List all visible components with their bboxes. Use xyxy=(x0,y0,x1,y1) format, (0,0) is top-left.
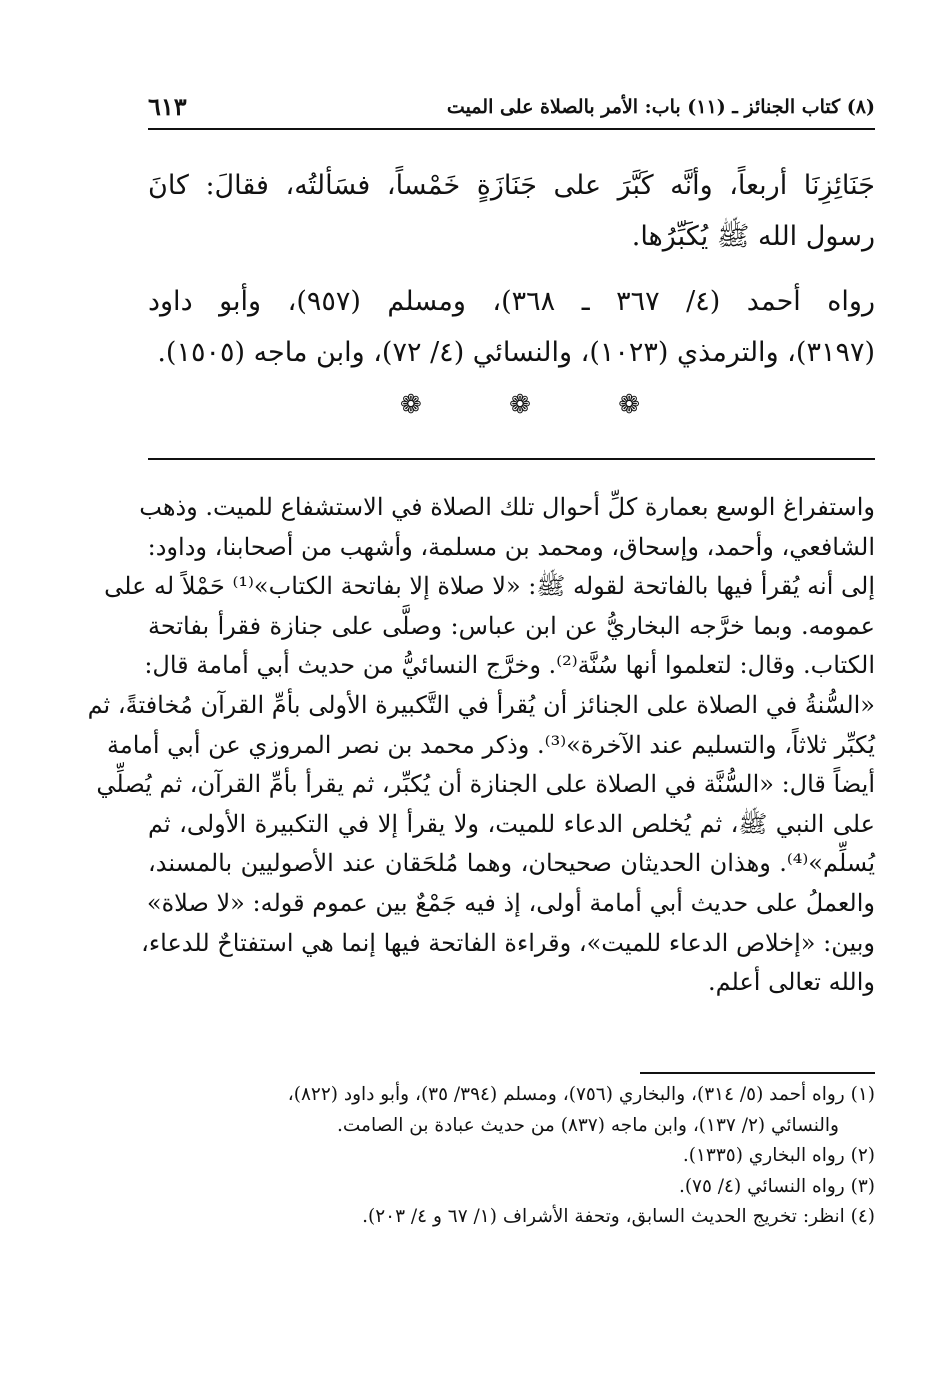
commentary-line: واستفراغ الوسع بعمارة كلِّ أحوال تلك الصلاة في الاستشفاع للميت. وذهب xyxy=(139,493,875,521)
commentary-line: يُكبِّر ثلاثاً، والتسليم عند الآخرة»⁽³⁾. وذكر محمد بن نصر المروزي عن أبي أمامة xyxy=(106,730,875,759)
commentary-line: على النبي ﷺ، ثم يُخلص الدعاء للميت، ولا يقرأ إلا في التكبيرة الأولى، ثم xyxy=(148,809,875,838)
commentary-line: والعملُ على حديث أبي أمامة أولى، إذ فيه جَمْعٌ بين عموم قوله: «لا صلاة» xyxy=(146,888,875,917)
star-ornament-icon: ❁ xyxy=(618,390,640,420)
commentary-line: والله تعالى أعلم. xyxy=(707,968,875,997)
commentary-line: الكتاب. وقال: لتعلموا أنها سُنَّة⁽²⁾. وخرَّج النسائيُّ من حديث أبي أمامة قال: xyxy=(144,651,875,680)
commentary-line: يُسلِّم»⁽⁴⁾. وهذان الحديثان صحيحان، وهما مُلحَقان عند الأصوليين بالمسند، xyxy=(148,849,875,878)
page-header xyxy=(148,86,875,126)
commentary-line: وبين: «إخلاص الدعاء للميت»، وقراءة الفاتحة فيها إنما هي استفتاحٌ للدعاء، xyxy=(141,928,875,957)
star-ornament-icon: ❁ xyxy=(400,390,422,420)
commentary-line: أيضاً قال: «السُّنَّة في الصلاة على الجنازة أن يُكبِّر، ثم يقرأ بأمِّ القرآن، ثم يُصلِّي xyxy=(96,770,875,799)
star-separator xyxy=(400,390,640,420)
header-divider xyxy=(148,128,875,130)
hadith-source-line: رواه أحمد (٤/ ٣٦٧ ـ ٣٦٨)، ومسلم (٩٥٧)، وأبو داود xyxy=(148,286,875,317)
hadith-line: جَنَائِزِنَا أربعاً، وأنَّه كَبَّرَ على جَنَازَةٍ خَمْساً، فسَألتُه، فقالَ: كانَ xyxy=(148,170,875,201)
commentary-line: إلى أنه يُقرأ فيها بالفاتحة لقوله ﷺ: «لا صلاة إلا بفاتحة الكتاب»⁽¹⁾ حَمْلاً له على xyxy=(104,572,875,601)
footnotes xyxy=(148,1080,875,1233)
hadith-source xyxy=(148,276,875,378)
commentary-line: الشافعي، وأحمد، وإسحاق، ومحمد بن مسلمة، وأشهب من أصحابنا، وداود: xyxy=(147,532,875,561)
page-number: ٦١٣ xyxy=(148,92,187,121)
footnote-4: (٤) انظر: تخريج الحديث السابق، وتحفة الأشراف (١/ ٦٧ و ٤/ ٢٠٣). xyxy=(362,1206,875,1227)
footnote-3: (٣) رواه النسائي (٤/ ٧٥). xyxy=(678,1175,875,1197)
footnote-divider xyxy=(640,1072,875,1074)
star-ornament-icon: ❁ xyxy=(509,390,531,420)
commentary-block xyxy=(87,488,875,1003)
hadith-source-line: (٣١٩٧)، والترمذي (١٠٢٣)، والنسائي (٤/ ٧٢)، وابن ماجه (١٥٠٥). xyxy=(157,337,875,368)
hadith-line: رسول الله ﷺ يُكَبِّرُها. xyxy=(631,221,875,252)
footnote-2: (٢) رواه البخاري (١٣٣٥). xyxy=(682,1145,875,1166)
footnote-1: (١) رواه أحمد (٥/ ٣١٤)، والبخاري (٧٥٦)، ومسلم (٣٩٤/ ٣٥)، وأبو داود (٨٢٢)، xyxy=(287,1084,875,1105)
commentary-line: «السُّنةُ في الصلاة على الجنائز أن يُقرأ في التَّكبيرة الأولى بأمِّ القرآن مُخافتةً، ثم xyxy=(87,690,875,719)
footnote-1-continued: والنسائي (٢/ ١٣٧)، وابن ماجه (٨٣٧) من حديث عبادة بن الصامت. xyxy=(337,1114,839,1136)
section-divider xyxy=(148,458,875,460)
commentary-line: عمومه. وبما خرَّجه البخاريُّ عن ابن عباس: وصلَّى على جنازة فقرأ بفاتحة xyxy=(148,611,875,640)
hadith-block xyxy=(148,160,875,378)
hadith-text xyxy=(148,160,875,262)
running-title: (٨) كتاب الجنائز ـ (١١) باب: الأمر بالصلاة على الميت xyxy=(446,96,875,118)
